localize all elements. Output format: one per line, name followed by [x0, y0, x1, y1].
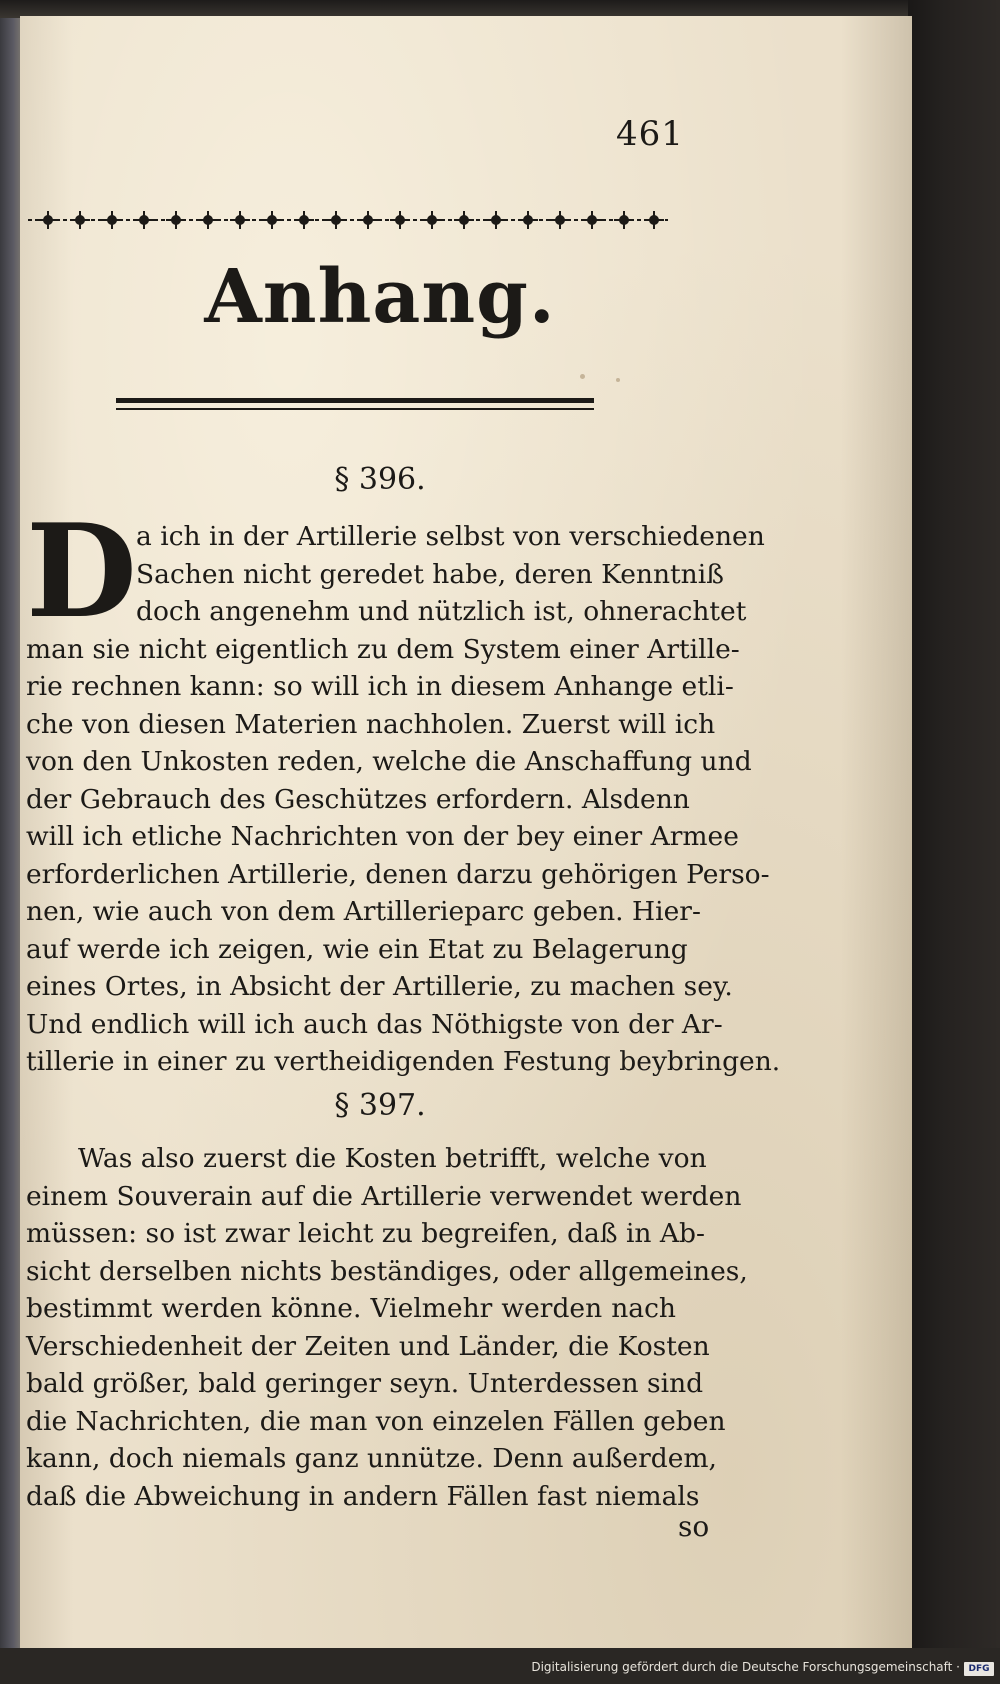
- text-line: bald größer, bald geringer seyn. Unterdessen sind: [26, 1368, 704, 1399]
- text-line: von den Unkosten reden, welche die Anschaffung und: [26, 746, 752, 777]
- text-line: auf werde ich zeigen, wie ein Etat zu Belagerung: [26, 933, 688, 965]
- paper-spot: [580, 374, 585, 379]
- paragraph-396: [26, 497, 781, 1081]
- text-line: Was also zuerst die Kosten betrifft, welche von: [78, 1143, 707, 1174]
- paragraph-397: [26, 1140, 748, 1515]
- text-line: Und endlich will ich auch das Nöthigste von der Ar-: [26, 1008, 723, 1040]
- text-line: kann, doch niemals ganz unnütze. Denn außerdem,: [26, 1443, 717, 1474]
- ornament-border: [28, 202, 668, 238]
- paper-spot: [616, 378, 620, 382]
- text-line: a ich in der Artillerie selbst von verschiedenen: [136, 521, 765, 552]
- text-line: nen, wie auch von dem Artillerieparc geben. Hier-: [26, 896, 701, 927]
- text-line: sicht derselben nichts beständiges, oder allgemeines,: [26, 1255, 748, 1287]
- page-number: 461: [616, 114, 684, 154]
- text-line: bestimmt werden könne. Vielmehr werden nach: [26, 1293, 676, 1324]
- book-cover-right: [908, 0, 1000, 1684]
- text-line: daß die Abweichung in andern Fällen fast niemals: [26, 1480, 700, 1512]
- book-page: [20, 16, 912, 1648]
- text-line: doch angenehm und nützlich ist, ohnerachtet: [136, 596, 747, 627]
- text-line: erforderlichen Artillerie, denen darzu gehörigen Perso-: [26, 858, 770, 890]
- title-rule-thin: [116, 408, 594, 410]
- text-line: will ich etliche Nachrichten von der bey einer Armee: [26, 821, 739, 852]
- text-line: Sachen nicht geredet habe, deren Kenntniß: [136, 558, 724, 590]
- book-edge-left: [0, 0, 22, 1684]
- text-line: che von diesen Materien nachholen. Zuerst will ich: [26, 708, 716, 740]
- chapter-title: Anhang.: [204, 254, 556, 340]
- text-line: eines Ortes, in Absicht der Artillerie, zu machen sey.: [26, 971, 733, 1002]
- catchword: so: [678, 1510, 710, 1543]
- drop-cap: D: [26, 497, 137, 647]
- text-line: der Gebrauch des Geschützes erfordern. Alsdenn: [26, 783, 690, 815]
- text-line: müssen: so ist zwar leicht zu begreifen, daß in Ab-: [26, 1218, 705, 1249]
- dfg-logo-icon: DFG: [964, 1662, 994, 1676]
- text-line: rie rechnen kann: so will ich in diesem Anhange etli-: [26, 671, 734, 702]
- section-heading-396: § 396.: [334, 462, 426, 497]
- text-line: tillerie in einer zu vertheidigenden Festung beybringen.: [26, 1046, 781, 1077]
- text-line: die Nachrichten, die man von einzelen Fällen geben: [26, 1405, 726, 1437]
- title-rule-thick: [116, 398, 594, 403]
- text-line: man sie nicht eigentlich zu dem System einer Artille-: [26, 633, 740, 665]
- digitization-credit: Digitalisierung gefördert durch die Deutsche Forschungsgemeinschaft ·: [531, 1660, 960, 1674]
- section-heading-397: § 397.: [334, 1088, 426, 1123]
- text-line: einem Souverain auf die Artillerie verwendet werden: [26, 1180, 742, 1212]
- text-line: Verschiedenheit der Zeiten und Länder, die Kosten: [26, 1330, 710, 1362]
